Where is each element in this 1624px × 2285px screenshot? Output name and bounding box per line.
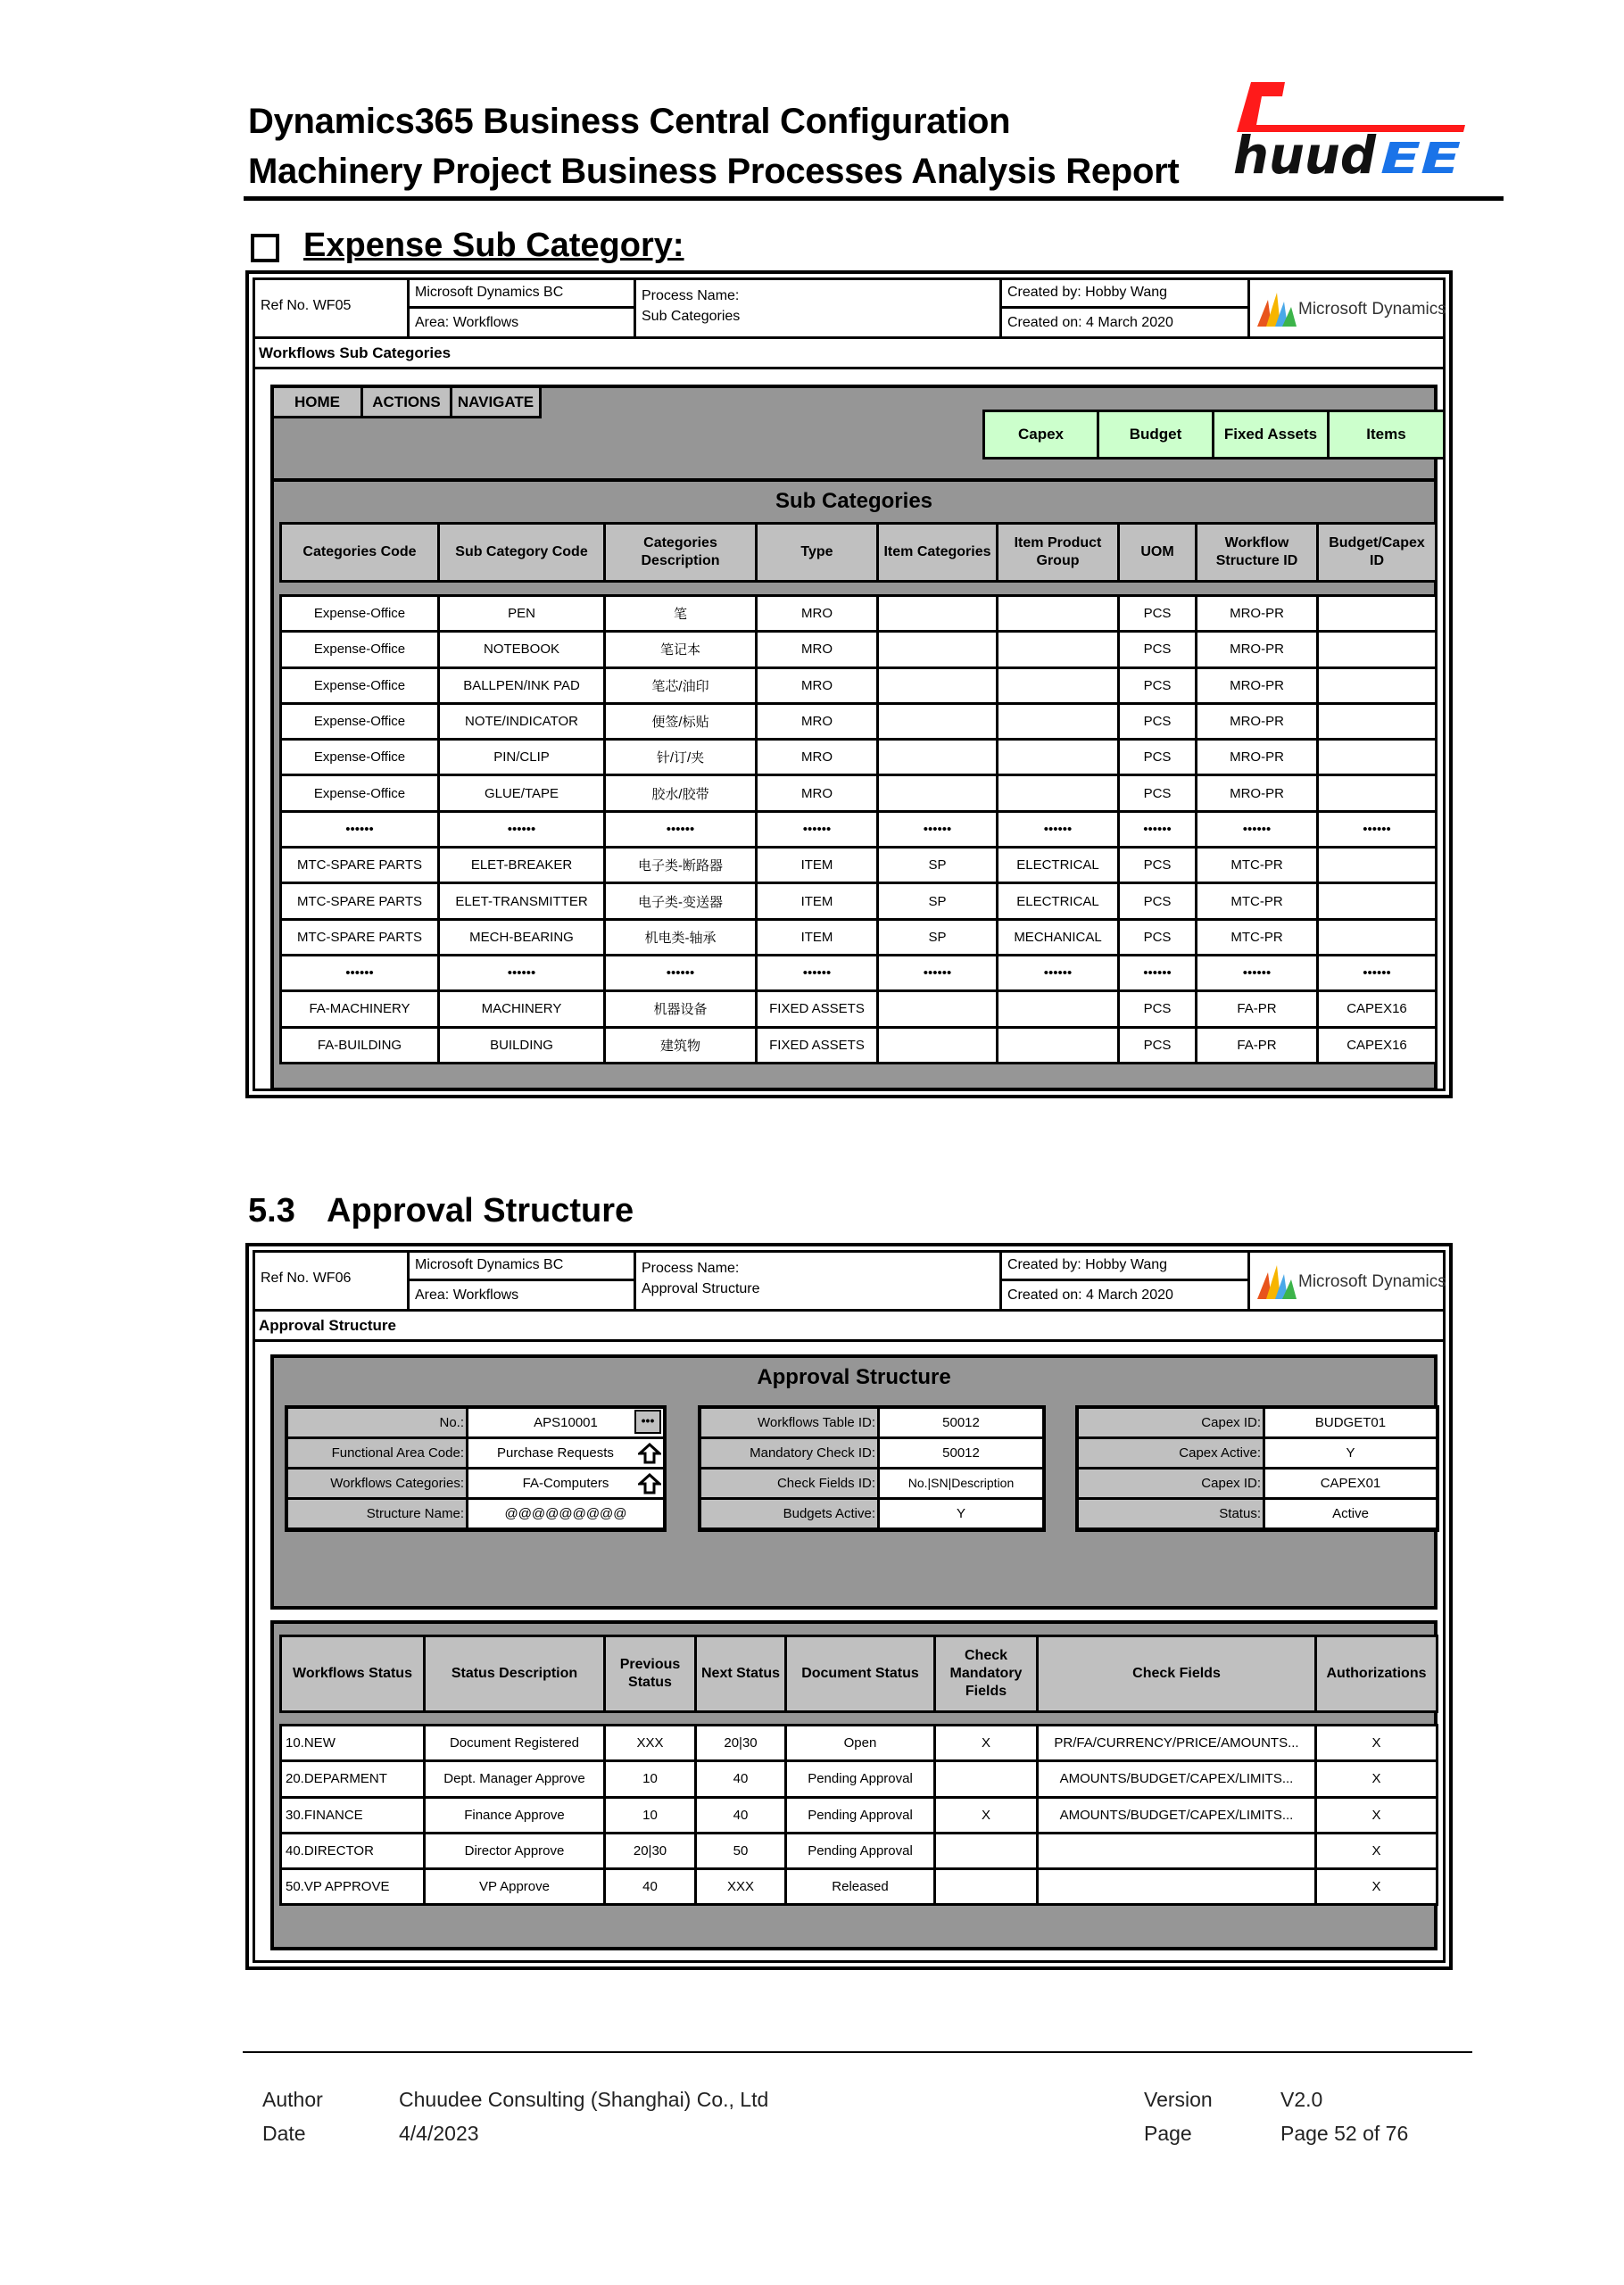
- table-cell: [1318, 632, 1437, 667]
- column-header[interactable]: Type: [757, 524, 878, 582]
- column-header[interactable]: Check Fields: [1038, 1636, 1316, 1712]
- table-cell: ••••••: [757, 955, 878, 990]
- fields-group-right: [1075, 1405, 1439, 1532]
- created-by: Created by: Hobby Wang: [1002, 280, 1247, 309]
- table-row[interactable]: [281, 1027, 1437, 1063]
- table-cell: FA-BUILDING: [281, 1027, 439, 1063]
- footer-page-label: Page: [1144, 2122, 1192, 2145]
- capex-id-field[interactable]: BUDGET01: [1265, 1409, 1436, 1436]
- table-cell: 20|30: [605, 1833, 696, 1868]
- doc-info-header: [255, 280, 1446, 339]
- check-fields-id-field[interactable]: No.|SN|Description: [880, 1470, 1042, 1497]
- table-row[interactable]: [281, 919, 1437, 955]
- table-row[interactable]: [281, 1869, 1438, 1905]
- column-header[interactable]: Categories Description: [605, 524, 757, 582]
- footer-page: Page 52 of 76: [1280, 2122, 1409, 2145]
- table-cell: Dept. Manager Approve: [425, 1761, 605, 1797]
- table-cell: FA-MACHINERY: [281, 991, 439, 1027]
- mandatory-check-id-field[interactable]: 50012: [880, 1439, 1042, 1467]
- column-header[interactable]: Status Description: [425, 1636, 605, 1712]
- panel-title: Sub Categories: [775, 489, 933, 513]
- table-cell: MRO-PR: [1197, 667, 1318, 703]
- dynamics-icon: [1255, 291, 1297, 328]
- column-header[interactable]: Item Categories: [878, 524, 998, 582]
- table-cell: 50: [696, 1833, 786, 1868]
- column-header[interactable]: Authorizations: [1316, 1636, 1438, 1712]
- field-label: Workflows Table ID:: [701, 1409, 877, 1436]
- table-cell: Pending Approval: [786, 1797, 935, 1833]
- table-cell: NOTEBOOK: [439, 632, 605, 667]
- table-row[interactable]: [281, 883, 1437, 919]
- table-row[interactable]: [281, 632, 1437, 667]
- table-cell: Expense-Office: [281, 740, 439, 775]
- table-cell: MRO-PR: [1197, 775, 1318, 811]
- table-cell: ••••••: [1318, 811, 1437, 847]
- table-cell: ITEM: [757, 848, 878, 883]
- panel-title: Approval Structure: [757, 1365, 951, 1389]
- field-label: Capex ID:: [1079, 1470, 1263, 1497]
- table-cell: 电子类-变送器: [605, 883, 757, 919]
- table-cell: PCS: [1119, 991, 1197, 1027]
- table-cell: PCS: [1119, 848, 1197, 883]
- table-cell: SP: [878, 919, 998, 955]
- approval-status-panel: [270, 1620, 1438, 1950]
- table-cell: FIXED ASSETS: [757, 991, 878, 1027]
- area-name: Area: Workflows: [415, 315, 519, 330]
- table-cell: MTC-PR: [1197, 848, 1318, 883]
- table-cell: MTC-SPARE PARTS: [281, 883, 439, 919]
- table-row[interactable]: [281, 1833, 1438, 1868]
- ref-number: Ref No. WF05: [261, 298, 352, 313]
- arrow-up-icon[interactable]: [638, 1473, 661, 1494]
- tab-navigate[interactable]: NAVIGATE: [452, 388, 542, 418]
- table-cell: 30.FINANCE: [281, 1797, 425, 1833]
- table-cell: PCS: [1119, 667, 1197, 703]
- table-cell: 20.DEPARMENT: [281, 1761, 425, 1797]
- document-title-line2: Machinery Project Business Processes Analysis Report: [248, 152, 1180, 191]
- table-cell: [1318, 775, 1437, 811]
- approval-header-table: [279, 1635, 1438, 1713]
- table-cell: 便签/标贴: [605, 703, 757, 739]
- sub-categories-header-table: [279, 522, 1438, 583]
- table-cell: FA-PR: [1197, 1027, 1318, 1063]
- table-cell: Expense-Office: [281, 775, 439, 811]
- table-cell: SP: [878, 883, 998, 919]
- table-cell: PIN/CLIP: [439, 740, 605, 775]
- doc-info-header: [255, 1253, 1446, 1312]
- svg-text:huud: huud: [1233, 125, 1377, 182]
- table-cell: ••••••: [1119, 811, 1197, 847]
- table-cell: MACHINERY: [439, 991, 605, 1027]
- table-cell: ELET-TRANSMITTER: [439, 883, 605, 919]
- table-cell: [998, 596, 1119, 632]
- column-header[interactable]: Sub Category Code: [439, 524, 605, 582]
- field-label: Structure Name:: [288, 1500, 466, 1527]
- approval-structure-frame: [245, 1243, 1453, 1970]
- table-cell: MTC-SPARE PARTS: [281, 848, 439, 883]
- table-cell: CAPEX16: [1318, 1027, 1437, 1063]
- table-cell: ••••••: [998, 955, 1119, 990]
- table-cell: Pending Approval: [786, 1761, 935, 1797]
- table-cell: Expense-Office: [281, 596, 439, 632]
- section-heading-approval-structure: Approval Structure: [327, 1192, 634, 1229]
- table-row[interactable]: [281, 991, 1437, 1027]
- table-row[interactable]: [281, 811, 1437, 847]
- table-cell: MRO: [757, 703, 878, 739]
- created-on: Created on: 4 March 2020: [1007, 315, 1173, 330]
- chuudee-logo: [1224, 75, 1483, 182]
- workflows-categories-field[interactable]: FA-Computers: [468, 1470, 663, 1497]
- capex-active-field[interactable]: Y: [1265, 1439, 1436, 1467]
- process-name: Approval Structure: [642, 1281, 760, 1296]
- table-row[interactable]: [281, 955, 1437, 990]
- process-name-label: Process Name:: [642, 1261, 740, 1276]
- fields-group-middle: [698, 1405, 1046, 1532]
- table-cell: PCS: [1119, 740, 1197, 775]
- column-header[interactable]: Document Status: [786, 1636, 935, 1712]
- process-name: Sub Categories: [642, 309, 741, 324]
- field-label: Capex Active:: [1079, 1439, 1263, 1467]
- table-cell: [1318, 703, 1437, 739]
- table-cell: ••••••: [998, 811, 1119, 847]
- table-cell: [998, 1027, 1119, 1063]
- table-cell: [1038, 1833, 1316, 1868]
- table-cell: ••••••: [878, 811, 998, 847]
- table-cell: X: [1316, 1833, 1438, 1868]
- table-cell: Expense-Office: [281, 667, 439, 703]
- microsoft-dynamics-logo: Microsoft Dynamics: [1255, 1263, 1446, 1301]
- process-name-label: Process Name:: [642, 288, 740, 303]
- table-cell: PCS: [1119, 919, 1197, 955]
- table-cell: X: [1316, 1869, 1438, 1905]
- functional-area-code-field[interactable]: Purchase Requests: [468, 1439, 663, 1467]
- field-label: Functional Area Code:: [288, 1439, 466, 1467]
- tab-home[interactable]: HOME: [274, 388, 363, 418]
- table-cell: MTC-SPARE PARTS: [281, 919, 439, 955]
- dynamics-icon: [1255, 1263, 1297, 1301]
- table-cell: PEN: [439, 596, 605, 632]
- toolbar-panel: [270, 385, 1438, 483]
- table-cell: ELET-BREAKER: [439, 848, 605, 883]
- table-row[interactable]: [281, 667, 1437, 703]
- table-cell: PR/FA/CURRENCY/PRICE/AMOUNTS...: [1038, 1726, 1316, 1761]
- table-cell: [935, 1869, 1038, 1905]
- table-row[interactable]: [281, 703, 1437, 739]
- footer-version: V2.0: [1280, 2088, 1323, 2111]
- footer-rule: [243, 2051, 1472, 2053]
- table-cell: AMOUNTS/BUDGET/CAPEX/LIMITS...: [1038, 1761, 1316, 1797]
- column-header[interactable]: Budget/Capex ID: [1318, 524, 1437, 582]
- table-cell: 建筑物: [605, 1027, 757, 1063]
- table-cell: [1318, 667, 1437, 703]
- table-cell: 10.NEW: [281, 1726, 425, 1761]
- table-cell: [878, 991, 998, 1027]
- column-header[interactable]: Check Mandatory Fields: [935, 1636, 1038, 1712]
- table-cell: FIXED ASSETS: [757, 1027, 878, 1063]
- table-cell: [1318, 596, 1437, 632]
- table-cell: 胶水/胶带: [605, 775, 757, 811]
- page-title: Approval Structure: [255, 1312, 1443, 1342]
- table-cell: ••••••: [1119, 955, 1197, 990]
- table-cell: 机器设备: [605, 991, 757, 1027]
- table-cell: [998, 991, 1119, 1027]
- table-cell: [998, 667, 1119, 703]
- table-cell: 40: [696, 1797, 786, 1833]
- table-cell: X: [935, 1726, 1038, 1761]
- table-cell: BALLPEN/INK PAD: [439, 667, 605, 703]
- table-cell: MRO-PR: [1197, 632, 1318, 667]
- table-cell: [878, 632, 998, 667]
- section-heading-expense-sub-category: Expense Sub Category:: [303, 227, 684, 264]
- sub-categories-table: [279, 594, 1438, 1064]
- tab-actions[interactable]: ACTIONS: [363, 388, 452, 418]
- fields-group-left: [285, 1405, 667, 1532]
- column-header[interactable]: Item Product Group: [998, 524, 1119, 582]
- table-cell: ••••••: [439, 955, 605, 990]
- table-cell: MRO: [757, 667, 878, 703]
- table-cell: [878, 596, 998, 632]
- table-cell: [1318, 848, 1437, 883]
- table-cell: [878, 667, 998, 703]
- table-cell: ••••••: [1197, 811, 1318, 847]
- table-cell: MRO: [757, 740, 878, 775]
- table-cell: FA-PR: [1197, 991, 1318, 1027]
- page-title: Workflows Sub Categories: [255, 339, 1443, 369]
- ref-number: Ref No. WF06: [261, 1271, 352, 1286]
- items-button[interactable]: Items: [1330, 412, 1443, 457]
- table-row[interactable]: [281, 848, 1437, 883]
- table-cell: ••••••: [878, 955, 998, 990]
- table-cell: 50.VP APPROVE: [281, 1869, 425, 1905]
- section-number: 5.3: [248, 1192, 295, 1229]
- table-cell: [1318, 919, 1437, 955]
- header-rule: [244, 196, 1504, 201]
- table-cell: MECHANICAL: [998, 919, 1119, 955]
- table-cell: XXX: [696, 1869, 786, 1905]
- table-cell: Finance Approve: [425, 1797, 605, 1833]
- table-cell: ITEM: [757, 883, 878, 919]
- table-cell: X: [1316, 1797, 1438, 1833]
- table-cell: ••••••: [757, 811, 878, 847]
- table-cell: [878, 775, 998, 811]
- table-cell: NOTE/INDICATOR: [439, 703, 605, 739]
- table-cell: [878, 1027, 998, 1063]
- table-cell: AMOUNTS/BUDGET/CAPEX/LIMITS...: [1038, 1797, 1316, 1833]
- table-cell: 笔记本: [605, 632, 757, 667]
- table-cell: ••••••: [439, 811, 605, 847]
- capex-id-field[interactable]: CAPEX01: [1265, 1470, 1436, 1497]
- table-cell: MRO-PR: [1197, 703, 1318, 739]
- field-label: Mandatory Check ID:: [701, 1439, 877, 1467]
- table-cell: [1318, 883, 1437, 919]
- approval-fields-panel: [270, 1354, 1438, 1610]
- table-cell: 10: [605, 1797, 696, 1833]
- table-cell: [935, 1761, 1038, 1797]
- table-row[interactable]: [281, 1761, 1438, 1797]
- table-cell: ••••••: [281, 955, 439, 990]
- table-cell: 针/订/夹: [605, 740, 757, 775]
- ellipsis-button[interactable]: •••: [634, 1410, 661, 1434]
- column-header[interactable]: UOM: [1119, 524, 1197, 582]
- approval-status-table: [279, 1724, 1438, 1906]
- document-title-line1: Dynamics365 Business Central Configuration: [248, 102, 1011, 141]
- table-cell: [998, 703, 1119, 739]
- table-cell: Released: [786, 1869, 935, 1905]
- table-cell: 电子类-断路器: [605, 848, 757, 883]
- table-cell: 机电类-轴承: [605, 919, 757, 955]
- table-cell: PCS: [1119, 703, 1197, 739]
- table-cell: MTC-PR: [1197, 883, 1318, 919]
- action-buttons-group: [982, 410, 1446, 459]
- table-cell: ELECTRICAL: [998, 883, 1119, 919]
- field-label: Budgets Active:: [701, 1500, 877, 1527]
- table-row[interactable]: [281, 740, 1437, 775]
- arrow-up-icon[interactable]: [638, 1443, 661, 1464]
- table-cell: Pending Approval: [786, 1833, 935, 1868]
- workflows-table-id-field[interactable]: 50012: [880, 1409, 1042, 1436]
- table-cell: ••••••: [605, 811, 757, 847]
- table-cell: X: [1316, 1761, 1438, 1797]
- budget-button[interactable]: Budget: [1099, 412, 1214, 457]
- table-cell: MECH-BEARING: [439, 919, 605, 955]
- table-cell: [1318, 740, 1437, 775]
- column-header[interactable]: Workflows Status: [281, 1636, 425, 1712]
- checkbox-bullet-icon: [251, 234, 279, 262]
- table-cell: XXX: [605, 1726, 696, 1761]
- microsoft-dynamics-logo: Microsoft Dynamics: [1255, 291, 1446, 328]
- column-header[interactable]: Workflow Structure ID: [1197, 524, 1318, 582]
- table-cell: [935, 1833, 1038, 1868]
- product-name: Microsoft Dynamics BC: [410, 1253, 634, 1281]
- table-cell: MRO: [757, 596, 878, 632]
- table-cell: Director Approve: [425, 1833, 605, 1868]
- budgets-active-field[interactable]: Y: [880, 1500, 1042, 1527]
- table-cell: Expense-Office: [281, 632, 439, 667]
- table-cell: PCS: [1119, 883, 1197, 919]
- table-cell: ••••••: [1197, 955, 1318, 990]
- table-cell: 笔芯/油印: [605, 667, 757, 703]
- table-cell: MRO-PR: [1197, 596, 1318, 632]
- column-header[interactable]: Categories Code: [281, 524, 439, 582]
- column-header[interactable]: Next Status: [696, 1636, 786, 1712]
- table-cell: MRO: [757, 632, 878, 667]
- field-label: Workflows Categories:: [288, 1470, 466, 1497]
- sub-categories-panel: [270, 478, 1438, 1091]
- table-cell: 40: [696, 1761, 786, 1797]
- table-cell: BUILDING: [439, 1027, 605, 1063]
- table-row[interactable]: [281, 1797, 1438, 1833]
- table-cell: 10: [605, 1761, 696, 1797]
- field-label: Capex ID:: [1079, 1409, 1263, 1436]
- field-label: Check Fields ID:: [701, 1470, 877, 1497]
- table-cell: 20|30: [696, 1726, 786, 1761]
- table-cell: Expense-Office: [281, 703, 439, 739]
- table-cell: ••••••: [281, 811, 439, 847]
- table-cell: GLUE/TAPE: [439, 775, 605, 811]
- table-cell: MRO-PR: [1197, 740, 1318, 775]
- table-cell: X: [935, 1797, 1038, 1833]
- field-label: No.:: [288, 1409, 466, 1436]
- sub-categories-frame: [245, 270, 1453, 1098]
- table-cell: PCS: [1119, 596, 1197, 632]
- column-header[interactable]: Previous Status: [605, 1636, 696, 1712]
- table-cell: PCS: [1119, 1027, 1197, 1063]
- area-name: Area: Workflows: [415, 1287, 519, 1303]
- structure-name-field[interactable]: @@@@@@@@@: [468, 1500, 663, 1527]
- table-cell: Open: [786, 1726, 935, 1761]
- table-cell: PCS: [1119, 775, 1197, 811]
- table-row[interactable]: [281, 596, 1437, 632]
- footer-date: 4/4/2023: [399, 2122, 479, 2145]
- table-row[interactable]: [281, 1726, 1438, 1761]
- table-cell: 笔: [605, 596, 757, 632]
- table-cell: VP Approve: [425, 1869, 605, 1905]
- table-cell: ITEM: [757, 919, 878, 955]
- fixed-assets-button[interactable]: Fixed Assets: [1214, 412, 1330, 457]
- table-cell: [878, 740, 998, 775]
- table-cell: 40.DIRECTOR: [281, 1833, 425, 1868]
- table-cell: [878, 703, 998, 739]
- field-label: Status:: [1079, 1500, 1263, 1527]
- footer-author-label: Author: [262, 2088, 323, 2111]
- table-cell: SP: [878, 848, 998, 883]
- table-cell: MTC-PR: [1197, 919, 1318, 955]
- table-cell: 40: [605, 1869, 696, 1905]
- table-cell: [998, 775, 1119, 811]
- table-cell: [1038, 1869, 1316, 1905]
- created-on: Created on: 4 March 2020: [1007, 1287, 1173, 1303]
- product-name: Microsoft Dynamics BC: [410, 280, 634, 309]
- no-field[interactable]: APS10001 •••: [468, 1409, 663, 1436]
- status-field[interactable]: Active: [1265, 1500, 1436, 1527]
- table-cell: PCS: [1119, 632, 1197, 667]
- table-cell: CAPEX16: [1318, 991, 1437, 1027]
- created-by: Created by: Hobby Wang: [1002, 1253, 1247, 1281]
- table-cell: ••••••: [1318, 955, 1437, 990]
- table-cell: ••••••: [605, 955, 757, 990]
- table-cell: [998, 740, 1119, 775]
- table-row[interactable]: [281, 775, 1437, 811]
- svg-text:EE: EE: [1380, 134, 1462, 182]
- footer-version-label: Version: [1144, 2088, 1213, 2111]
- table-cell: MRO: [757, 775, 878, 811]
- capex-button[interactable]: Capex: [985, 412, 1099, 457]
- table-cell: X: [1316, 1726, 1438, 1761]
- table-cell: ELECTRICAL: [998, 848, 1119, 883]
- footer-date-label: Date: [262, 2122, 306, 2145]
- table-cell: [998, 632, 1119, 667]
- table-cell: Document Registered: [425, 1726, 605, 1761]
- footer-author: Chuudee Consulting (Shanghai) Co., Ltd: [399, 2088, 769, 2111]
